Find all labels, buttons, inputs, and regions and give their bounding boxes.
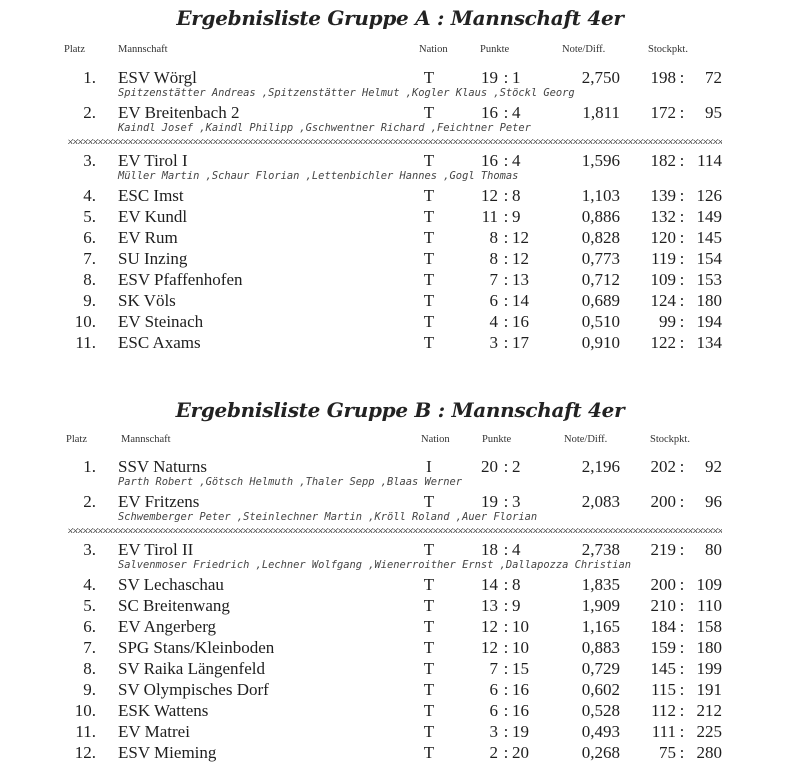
note-diff-cell: 0,493 — [581, 722, 620, 741]
rank-cell: 2. — [83, 103, 96, 122]
stock-points-for-cell: 112 — [651, 701, 676, 720]
rank-cell: 5. — [83, 207, 96, 226]
table-row — [0, 742, 800, 763]
stock-points-against-cell: 80 — [705, 540, 722, 559]
points-won-cell: 6 — [489, 680, 498, 699]
header-mannschaft: Mannschaft — [121, 434, 171, 445]
stock-points-against-cell: 225 — [696, 722, 722, 741]
points-won-cell: 8 — [489, 228, 498, 247]
team-name-cell: EV Kundl — [118, 207, 188, 226]
note-diff-cell: 2,196 — [581, 457, 620, 476]
points-won-cell: 19 — [481, 68, 498, 87]
table-row — [0, 539, 800, 560]
stock-points-separator: : — [679, 540, 685, 559]
stock-points-against-cell: 153 — [696, 270, 722, 289]
stock-points-for-cell: 172 — [650, 103, 676, 122]
nation-cell: T — [423, 680, 435, 699]
points-separator: : — [503, 333, 509, 352]
team-name-cell: EV Steinach — [118, 312, 204, 331]
stock-points-separator: : — [679, 333, 685, 352]
team-name-cell: EV Tirol II — [118, 540, 194, 559]
team-name-cell: EV Angerberg — [118, 617, 217, 636]
nation-cell: T — [423, 312, 435, 331]
header-note: Note/Diff. — [564, 434, 608, 445]
stock-points-separator: : — [679, 207, 685, 226]
rank-cell: 6. — [83, 228, 96, 247]
points-separator: : — [503, 312, 509, 331]
team-name-cell: SSV Naturns — [118, 457, 207, 476]
table-row — [0, 102, 800, 123]
points-lost-cell: 19 — [512, 722, 529, 741]
stock-points-against-cell: 149 — [696, 207, 722, 226]
points-lost-cell: 8 — [512, 575, 521, 594]
stock-points-for-cell: 99 — [659, 312, 676, 331]
team-players: Parth Robert ,Götsch Helmuth ,Thaler Sepp ,Blaas Werner — [118, 476, 463, 488]
stock-points-separator: : — [679, 722, 685, 741]
header-nation: Nation — [419, 44, 448, 55]
rank-cell: 10. — [74, 312, 96, 331]
points-lost-cell: 9 — [512, 207, 521, 226]
stock-points-separator: : — [679, 596, 685, 615]
rank-cell: 5. — [83, 596, 96, 615]
rank-cell: 7. — [83, 249, 96, 268]
points-separator: : — [503, 722, 509, 741]
table-row — [0, 637, 800, 658]
stock-points-for-cell: 200 — [650, 575, 676, 594]
note-diff-cell: 0,689 — [581, 291, 620, 310]
points-lost-cell: 20 — [512, 743, 529, 762]
note-diff-cell: 2,083 — [581, 492, 620, 511]
note-diff-cell: 0,910 — [581, 333, 620, 352]
rank-cell: 4. — [83, 186, 96, 205]
group-b-title: Ergebnisliste Gruppe B : Mannschaft 4er — [175, 398, 625, 422]
stock-points-separator: : — [679, 638, 685, 657]
points-separator: : — [503, 207, 509, 226]
nation-cell: T — [423, 228, 435, 247]
note-diff-cell: 1,596 — [581, 151, 620, 170]
stock-points-for-cell: 200 — [650, 492, 676, 511]
points-lost-cell: 16 — [512, 680, 529, 699]
stock-points-for-cell: 75 — [659, 743, 676, 762]
stock-points-separator: : — [679, 68, 685, 87]
points-separator: : — [503, 638, 509, 657]
points-won-cell: 12 — [481, 186, 498, 205]
stock-points-for-cell: 145 — [650, 659, 676, 678]
rank-cell: 8. — [83, 659, 96, 678]
team-name-cell: SC Breitenwang — [118, 596, 230, 615]
points-won-cell: 3 — [489, 333, 498, 352]
points-lost-cell: 2 — [512, 457, 521, 476]
nation-cell: T — [423, 270, 435, 289]
points-lost-cell: 10 — [512, 638, 529, 657]
nation-cell: T — [423, 103, 435, 122]
stock-points-for-cell: 111 — [651, 722, 676, 741]
qualification-separator — [68, 139, 722, 144]
header-platz: Platz — [64, 44, 85, 55]
table-row — [0, 332, 800, 353]
header-note: Note/Diff. — [562, 44, 606, 55]
points-won-cell: 12 — [481, 617, 498, 636]
nation-cell: T — [423, 207, 435, 226]
stock-points-separator: : — [679, 249, 685, 268]
table-row — [0, 721, 800, 742]
rank-cell: 6. — [83, 617, 96, 636]
note-diff-cell: 0,510 — [581, 312, 620, 331]
team-name-cell: SPG Stans/Kleinboden — [118, 638, 275, 657]
team-name-cell: ESV Wörgl — [118, 68, 197, 87]
table-row — [0, 311, 800, 332]
nation-cell: T — [423, 617, 435, 636]
table-row — [0, 700, 800, 721]
note-diff-cell: 1,909 — [581, 596, 620, 615]
points-separator: : — [503, 457, 509, 476]
points-lost-cell: 12 — [512, 249, 529, 268]
stock-points-against-cell: 154 — [696, 249, 722, 268]
team-name-cell: ESV Pfaffenhofen — [118, 270, 243, 289]
stock-points-separator: : — [679, 575, 685, 594]
stock-points-against-cell: 134 — [696, 333, 722, 352]
stock-points-against-cell: 158 — [696, 617, 722, 636]
stock-points-against-cell: 96 — [705, 492, 722, 511]
header-platz: Platz — [66, 434, 87, 445]
points-separator: : — [503, 249, 509, 268]
table-row — [0, 67, 800, 88]
team-name-cell: SK Völs — [118, 291, 176, 310]
stock-points-against-cell: 145 — [696, 228, 722, 247]
points-separator: : — [503, 228, 509, 247]
note-diff-cell: 0,828 — [581, 228, 620, 247]
table-row — [0, 269, 800, 290]
points-separator: : — [503, 701, 509, 720]
points-won-cell: 11 — [481, 207, 498, 226]
points-won-cell: 6 — [489, 291, 498, 310]
points-separator: : — [503, 617, 509, 636]
stock-points-separator: : — [679, 680, 685, 699]
note-diff-cell: 1,811 — [582, 103, 620, 122]
points-separator: : — [503, 680, 509, 699]
team-name-cell: EV Matrei — [118, 722, 190, 741]
points-lost-cell: 10 — [512, 617, 529, 636]
points-lost-cell: 14 — [512, 291, 529, 310]
stock-points-for-cell: 119 — [651, 249, 676, 268]
stock-points-for-cell: 159 — [650, 638, 676, 657]
stock-points-for-cell: 139 — [650, 186, 676, 205]
stock-points-against-cell: 194 — [696, 312, 722, 331]
note-diff-cell: 2,750 — [581, 68, 620, 87]
points-lost-cell: 15 — [512, 659, 529, 678]
points-separator: : — [503, 540, 509, 559]
stock-points-separator: : — [679, 659, 685, 678]
stock-points-for-cell: 182 — [650, 151, 676, 170]
stock-points-separator: : — [679, 151, 685, 170]
team-name-cell: EV Breitenbach 2 — [118, 103, 240, 122]
stock-points-against-cell: 92 — [705, 457, 722, 476]
team-name-cell: SU Inzing — [118, 249, 188, 268]
team-name-cell: EV Rum — [118, 228, 178, 247]
table-row — [0, 456, 800, 477]
points-separator: : — [503, 103, 509, 122]
stock-points-against-cell: 180 — [696, 291, 722, 310]
team-players: Kaindl Josef ,Kaindl Philipp ,Gschwentner Richard ,Feichtner Peter — [118, 122, 531, 134]
points-lost-cell: 4 — [512, 540, 521, 559]
stock-points-for-cell: 122 — [650, 333, 676, 352]
nation-cell: T — [423, 743, 435, 762]
note-diff-cell: 0,886 — [581, 207, 620, 226]
stock-points-separator: : — [679, 492, 685, 511]
team-name-cell: ESC Axams — [118, 333, 201, 352]
stock-points-against-cell: 110 — [697, 596, 722, 615]
points-won-cell: 6 — [489, 701, 498, 720]
stock-points-for-cell: 109 — [650, 270, 676, 289]
points-lost-cell: 3 — [512, 492, 521, 511]
note-diff-cell: 1,103 — [581, 186, 620, 205]
points-separator: : — [503, 68, 509, 87]
rank-cell: 2. — [83, 492, 96, 511]
table-row — [0, 679, 800, 700]
team-players: Schwemberger Peter ,Steinlechner Martin ,Kröll Roland ,Auer Florian — [118, 511, 538, 523]
nation-cell: T — [423, 68, 435, 87]
team-players: Salvenmoser Friedrich ,Lechner Wolfgang ,Wienerroither Ernst ,Dallapozza Christian — [118, 559, 631, 571]
nation-cell: T — [423, 291, 435, 310]
stock-points-against-cell: 109 — [696, 575, 722, 594]
nation-cell: T — [423, 596, 435, 615]
table-row — [0, 150, 800, 171]
points-lost-cell: 8 — [512, 186, 521, 205]
header-mannschaft: Mannschaft — [118, 44, 168, 55]
note-diff-cell: 0,883 — [581, 638, 620, 657]
stock-points-separator: : — [679, 743, 685, 762]
stock-points-separator: : — [679, 270, 685, 289]
table-row — [0, 227, 800, 248]
table-row — [0, 290, 800, 311]
team-name-cell: ESK Wattens — [118, 701, 209, 720]
team-name-cell: ESV Mieming — [118, 743, 217, 762]
rank-cell: 1. — [83, 68, 96, 87]
stock-points-against-cell: 72 — [705, 68, 722, 87]
stock-points-against-cell: 191 — [696, 680, 722, 699]
points-won-cell: 8 — [489, 249, 498, 268]
note-diff-cell: 1,835 — [581, 575, 620, 594]
note-diff-cell: 0,729 — [581, 659, 620, 678]
team-players: Spitzenstätter Andreas ,Spitzenstätter Helmut ,Kogler Klaus ,Stöckl Georg — [118, 87, 575, 99]
points-won-cell: 13 — [481, 596, 498, 615]
rank-cell: 8. — [83, 270, 96, 289]
points-won-cell: 14 — [481, 575, 498, 594]
points-lost-cell: 1 — [512, 68, 521, 87]
nation-cell: T — [423, 151, 435, 170]
points-won-cell: 16 — [481, 151, 498, 170]
points-lost-cell: 16 — [512, 701, 529, 720]
rank-cell: 1. — [83, 457, 96, 476]
table-row — [0, 595, 800, 616]
stock-points-separator: : — [679, 457, 685, 476]
nation-cell: T — [423, 186, 435, 205]
rank-cell: 3. — [83, 151, 96, 170]
rank-cell: 7. — [83, 638, 96, 657]
points-separator: : — [503, 743, 509, 762]
points-separator: : — [503, 151, 509, 170]
points-lost-cell: 9 — [512, 596, 521, 615]
points-separator: : — [503, 270, 509, 289]
stock-points-for-cell: 219 — [650, 540, 676, 559]
points-won-cell: 18 — [481, 540, 498, 559]
points-lost-cell: 12 — [512, 228, 529, 247]
rank-cell: 9. — [83, 291, 96, 310]
nation-cell: I — [426, 457, 432, 476]
rank-cell: 4. — [83, 575, 96, 594]
points-won-cell: 16 — [481, 103, 498, 122]
points-won-cell: 19 — [481, 492, 498, 511]
points-won-cell: 7 — [489, 659, 498, 678]
group-a-title: Ergebnisliste Gruppe A : Mannschaft 4er — [176, 6, 624, 30]
stock-points-against-cell: 199 — [696, 659, 722, 678]
team-name-cell: SV Olympisches Dorf — [118, 680, 269, 699]
stock-points-against-cell: 114 — [697, 151, 722, 170]
rank-cell: 11. — [75, 722, 96, 741]
stock-points-for-cell: 132 — [650, 207, 676, 226]
points-separator: : — [503, 492, 509, 511]
table-row — [0, 248, 800, 269]
table-row — [0, 206, 800, 227]
stock-points-separator: : — [679, 617, 685, 636]
rank-cell: 11. — [75, 333, 96, 352]
note-diff-cell: 0,602 — [581, 680, 620, 699]
header-stockpkt: Stockpkt. — [650, 434, 690, 445]
points-separator: : — [503, 659, 509, 678]
note-diff-cell: 1,165 — [581, 617, 620, 636]
points-won-cell: 20 — [481, 457, 498, 476]
points-lost-cell: 17 — [512, 333, 529, 352]
points-lost-cell: 13 — [512, 270, 529, 289]
nation-cell: T — [423, 722, 435, 741]
stock-points-separator: : — [679, 312, 685, 331]
note-diff-cell: 0,773 — [581, 249, 620, 268]
points-separator: : — [503, 186, 509, 205]
stock-points-for-cell: 210 — [650, 596, 676, 615]
stock-points-for-cell: 202 — [650, 457, 676, 476]
team-players: Müller Martin ,Schaur Florian ,Lettenbichler Hannes ,Gogl Thomas — [118, 170, 519, 182]
points-separator: : — [503, 291, 509, 310]
table-row — [0, 574, 800, 595]
points-lost-cell: 16 — [512, 312, 529, 331]
rank-cell: 12. — [74, 743, 96, 762]
header-stockpkt: Stockpkt. — [648, 44, 688, 55]
rank-cell: 3. — [83, 540, 96, 559]
table-row — [0, 616, 800, 637]
stock-points-separator: : — [679, 103, 685, 122]
points-separator: : — [503, 575, 509, 594]
stock-points-for-cell: 120 — [650, 228, 676, 247]
team-name-cell: SV Lechaschau — [118, 575, 224, 594]
stock-points-for-cell: 115 — [651, 680, 676, 699]
stock-points-for-cell: 184 — [650, 617, 676, 636]
stock-points-against-cell: 95 — [705, 103, 722, 122]
stock-points-separator: : — [679, 291, 685, 310]
stock-points-against-cell: 126 — [696, 186, 722, 205]
points-separator: : — [503, 596, 509, 615]
note-diff-cell: 2,738 — [581, 540, 620, 559]
stock-points-against-cell: 280 — [696, 743, 722, 762]
points-won-cell: 7 — [489, 270, 498, 289]
points-lost-cell: 4 — [512, 151, 521, 170]
table-row — [0, 658, 800, 679]
nation-cell: T — [423, 333, 435, 352]
stock-points-for-cell: 198 — [650, 68, 676, 87]
table-row — [0, 491, 800, 512]
nation-cell: T — [423, 659, 435, 678]
team-name-cell: ESC Imst — [118, 186, 184, 205]
note-diff-cell: 0,528 — [581, 701, 620, 720]
nation-cell: T — [423, 492, 435, 511]
stock-points-against-cell: 212 — [696, 701, 722, 720]
header-punkte: Punkte — [482, 434, 512, 445]
note-diff-cell: 0,712 — [581, 270, 620, 289]
note-diff-cell: 0,268 — [581, 743, 620, 762]
nation-cell: T — [423, 575, 435, 594]
team-name-cell: EV Tirol I — [118, 151, 188, 170]
stock-points-separator: : — [679, 701, 685, 720]
points-won-cell: 2 — [489, 743, 498, 762]
nation-cell: T — [423, 638, 435, 657]
team-name-cell: SV Raika Längenfeld — [118, 659, 265, 678]
table-row — [0, 185, 800, 206]
nation-cell: T — [423, 540, 435, 559]
header-punkte: Punkte — [480, 44, 510, 55]
qualification-separator — [68, 528, 722, 533]
stock-points-for-cell: 124 — [650, 291, 676, 310]
nation-cell: T — [423, 701, 435, 720]
points-won-cell: 4 — [489, 312, 498, 331]
points-won-cell: 3 — [489, 722, 498, 741]
header-nation: Nation — [421, 434, 450, 445]
points-lost-cell: 4 — [512, 103, 521, 122]
nation-cell: T — [423, 249, 435, 268]
points-won-cell: 12 — [481, 638, 498, 657]
stock-points-separator: : — [679, 228, 685, 247]
team-name-cell: EV Fritzens — [118, 492, 200, 511]
rank-cell: 10. — [74, 701, 96, 720]
rank-cell: 9. — [83, 680, 96, 699]
stock-points-against-cell: 180 — [696, 638, 722, 657]
stock-points-separator: : — [679, 186, 685, 205]
